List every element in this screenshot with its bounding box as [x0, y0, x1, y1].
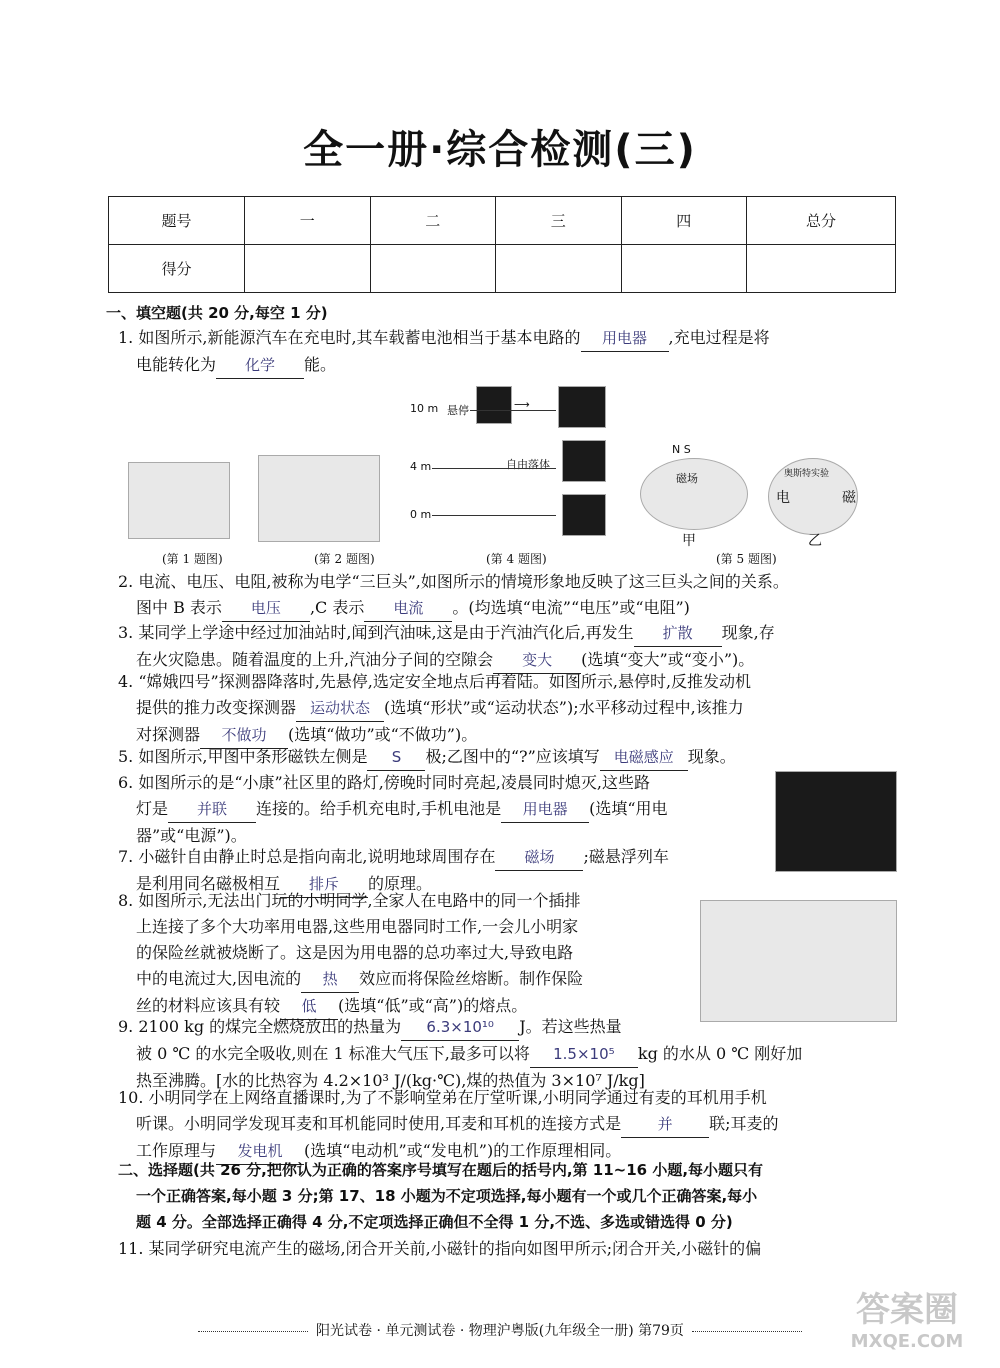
figure-label-jia: 甲 — [682, 533, 696, 549]
figure-caption: (第 1 题图) — [162, 552, 223, 566]
probe-photo — [476, 386, 512, 424]
answer-blank[interactable]: 并联 — [168, 796, 256, 823]
answer-blank[interactable]: 运动状态 — [296, 695, 384, 722]
question-9: 9. 2100 kg 的煤完全燃烧放出的热量为 6.3×10¹⁰ J。若这些热量 被 0 ℃ 的水完全吸收,则在 1 标准大气压下,最多可以将 1.5×10⁵ kg 的水从 0 ℃ 刚好加 热至沸腾。[水的比热容为 4.2×10³ J/(kg·℃),煤的热值为 3×10⁷ J/kg] — [118, 1014, 903, 1094]
table-cell: 一 — [245, 197, 371, 245]
question-3: 3. 某同学上学途中经过加油站时,闻到汽油味,这是由于汽油汽化后,再发生 扩散 现象,存 在火灾隐患。随着温度的上升,汽油分子间的空隙会 变大 (选填“变大”或“变小”)。 — [118, 620, 903, 674]
three-giants-figure — [258, 455, 380, 542]
question-7: 7. 小磁针自由静止时总是指向南北,说明地球周围存在 磁场 ;磁悬浮列车 是利用同名磁极相互 排斥 的原理。 — [118, 844, 768, 898]
answer-blank[interactable]: 用电器 — [581, 325, 669, 352]
question-5: 5. 如图所示,甲图中条形磁铁左侧是 S 极;乙图中的“?”应该填写 电磁感应 现象。 — [118, 744, 903, 771]
answer-blank[interactable]: 并 — [621, 1111, 709, 1138]
probe-photo — [558, 386, 606, 428]
score-cell[interactable] — [496, 245, 622, 293]
answer-blank[interactable]: 热 — [301, 966, 359, 993]
question-line: 电能转化为 化学 能。 — [118, 352, 903, 379]
height-label: 0 m — [410, 508, 432, 521]
table-cell: 四 — [621, 197, 747, 245]
answer-blank[interactable]: 扩散 — [634, 620, 722, 647]
figure-label-yi: 乙 — [808, 533, 822, 549]
score-cell[interactable] — [245, 245, 371, 293]
figure-caption: (第 4 题图) — [486, 552, 547, 566]
table-row — [109, 245, 896, 293]
probe-photo — [562, 440, 606, 482]
question-2: 2. 电流、电压、电阻,被称为电学“三巨头”,如图所示的情境形象地反映了这三巨头之间的关系。 图中 B 表示 电压 ,C 表示 电流 。(均选填“电流”“电压”或“电阻”) — [118, 569, 903, 622]
magnet-field-figure — [640, 458, 748, 530]
answer-blank[interactable]: 化学 — [216, 352, 304, 379]
height-label: 4 m — [410, 460, 432, 473]
question-11: 11. 某同学研究电流产生的磁场,闭合开关前,小磁针的指向如图甲所示;闭合开关,小磁针的偏 — [118, 1239, 762, 1258]
magnet-poles-label: N S — [672, 443, 691, 456]
table-cell: 总分 — [747, 197, 896, 245]
answer-blank[interactable]: 变大 — [493, 647, 581, 674]
figure-caption: (第 5 题图) — [716, 552, 777, 566]
answer-blank[interactable]: 用电器 — [501, 796, 589, 823]
score-table — [108, 196, 896, 293]
charging-car-figure — [128, 462, 230, 539]
height-line — [470, 410, 556, 411]
question-6: 6. 如图所示的是“小康”社区里的路灯,傍晚时同时亮起,凌晨同时熄灭,这些路 灯是 并联 连接的。给手机充电时,手机电池是 用电器 (选填“用电 器”或“电源”)。 — [118, 773, 668, 845]
question-10: 10. 小明同学在上网络直播课时,为了不影响堂弟在厅堂听课,小明同学通过有麦的耳机用手机 听课。小明同学发现耳麦和耳机能同时使用,耳麦和耳机的连接方式是 并 联;耳麦的 工作原理与 发电机 (选填“电动机”或“发电机”)的工作原理相同。 — [118, 1085, 903, 1165]
magnetic-label: 磁 — [842, 490, 856, 506]
answer-blank[interactable]: 排斥 — [280, 871, 368, 898]
power-strip-figure — [700, 900, 897, 1022]
electric-label: 电 — [776, 490, 790, 506]
watermark-logo: 答案圈 MXQE.COM — [850, 1290, 964, 1352]
table-row — [109, 197, 896, 245]
answer-blank[interactable]: S — [367, 744, 425, 771]
answer-blank[interactable]: 电磁感应 — [600, 744, 688, 771]
question-4: 4. “嫦娥四号”探测器降落时,先悬停,选定安全地点后再着陆。如图所示,悬停时,反推发动机 提供的推力改变探测器 运动状态 (选填“形状”或“运动状态”);水平移动过程中,该推力 对探测器 不做功 (选填“做功”或“不做功”)。 — [118, 669, 903, 749]
answer-blank[interactable]: 磁场 — [495, 844, 583, 871]
answer-blank[interactable]: 低 — [280, 993, 338, 1020]
answer-blank[interactable]: 电压 — [222, 595, 310, 622]
question-1 — [118, 325, 903, 379]
height-label: 10 m — [410, 402, 439, 415]
score-cell[interactable] — [370, 245, 496, 293]
probe-photo — [562, 494, 606, 536]
answer-blank[interactable]: 6.3×10¹⁰ — [401, 1014, 519, 1041]
question-8: 8. 如图所示,无法出门玩的小明同学,全家人在电路中的同一个插排 上连接了多个大功率用电器,这些用电器同时工作,一会儿小明家 的保险丝就被烧断了。这是因为用电器的总功率过大,导致电路 中的电流过大,因电流的 热 效应而将保险丝熔断。制作保险 丝的材料应该具有较 低 (选填“低”或“高”)的熔点。 — [118, 888, 698, 1020]
page-title: 全一册·综合检测(三) — [303, 127, 697, 173]
height-line — [432, 468, 556, 469]
arrow-icon: ⟶ — [514, 398, 530, 411]
height-line — [432, 515, 556, 516]
table-cell: 题号 — [109, 197, 245, 245]
table-cell: 二 — [370, 197, 496, 245]
answer-blank[interactable]: 不做功 — [200, 722, 288, 749]
street-lamp-photo — [775, 771, 897, 872]
answer-blank[interactable]: 1.5×10⁵ — [530, 1041, 638, 1068]
score-cell[interactable] — [747, 245, 896, 293]
page-footer: 阳光试卷 · 单元测试卷 · 物理沪粤版(九年级全一册) 第79页 — [120, 1320, 880, 1340]
oersted-label: 奥斯特实验 — [784, 469, 830, 479]
table-cell: 得分 — [109, 245, 245, 293]
question-text: ,充电过程是将 — [668, 328, 770, 347]
hover-label: 悬停 — [447, 404, 469, 417]
section-heading: 一、填空题(共 20 分,每空 1 分) — [106, 304, 328, 322]
question-text: 1. 如图所示,新能源汽车在充电时,其车载蓄电池相当于基本电路的 — [118, 328, 581, 347]
fall-label: 自由落体 — [506, 458, 550, 471]
field-label: 磁场 — [676, 472, 698, 485]
answer-blank[interactable]: 电流 — [364, 595, 452, 622]
answer-blank[interactable]: 发电机 — [216, 1138, 304, 1165]
score-cell[interactable] — [621, 245, 747, 293]
figure-caption: (第 2 题图) — [314, 552, 375, 566]
table-cell: 三 — [496, 197, 622, 245]
section-2-heading: 二、选择题(共 26 分,把你认为正确的答案序号填写在题后的括号内,第 11~16 小题,每小题只有 一个正确答案,每小题 3 分;第 17、18 小题为不定项选择,每小题有一个或几个正确答案,每小 题 4 分。全部选择正确得 4 分,不定项选择正确但不全得 1 分,不选、多选或错选得 0 分) — [118, 1161, 764, 1231]
